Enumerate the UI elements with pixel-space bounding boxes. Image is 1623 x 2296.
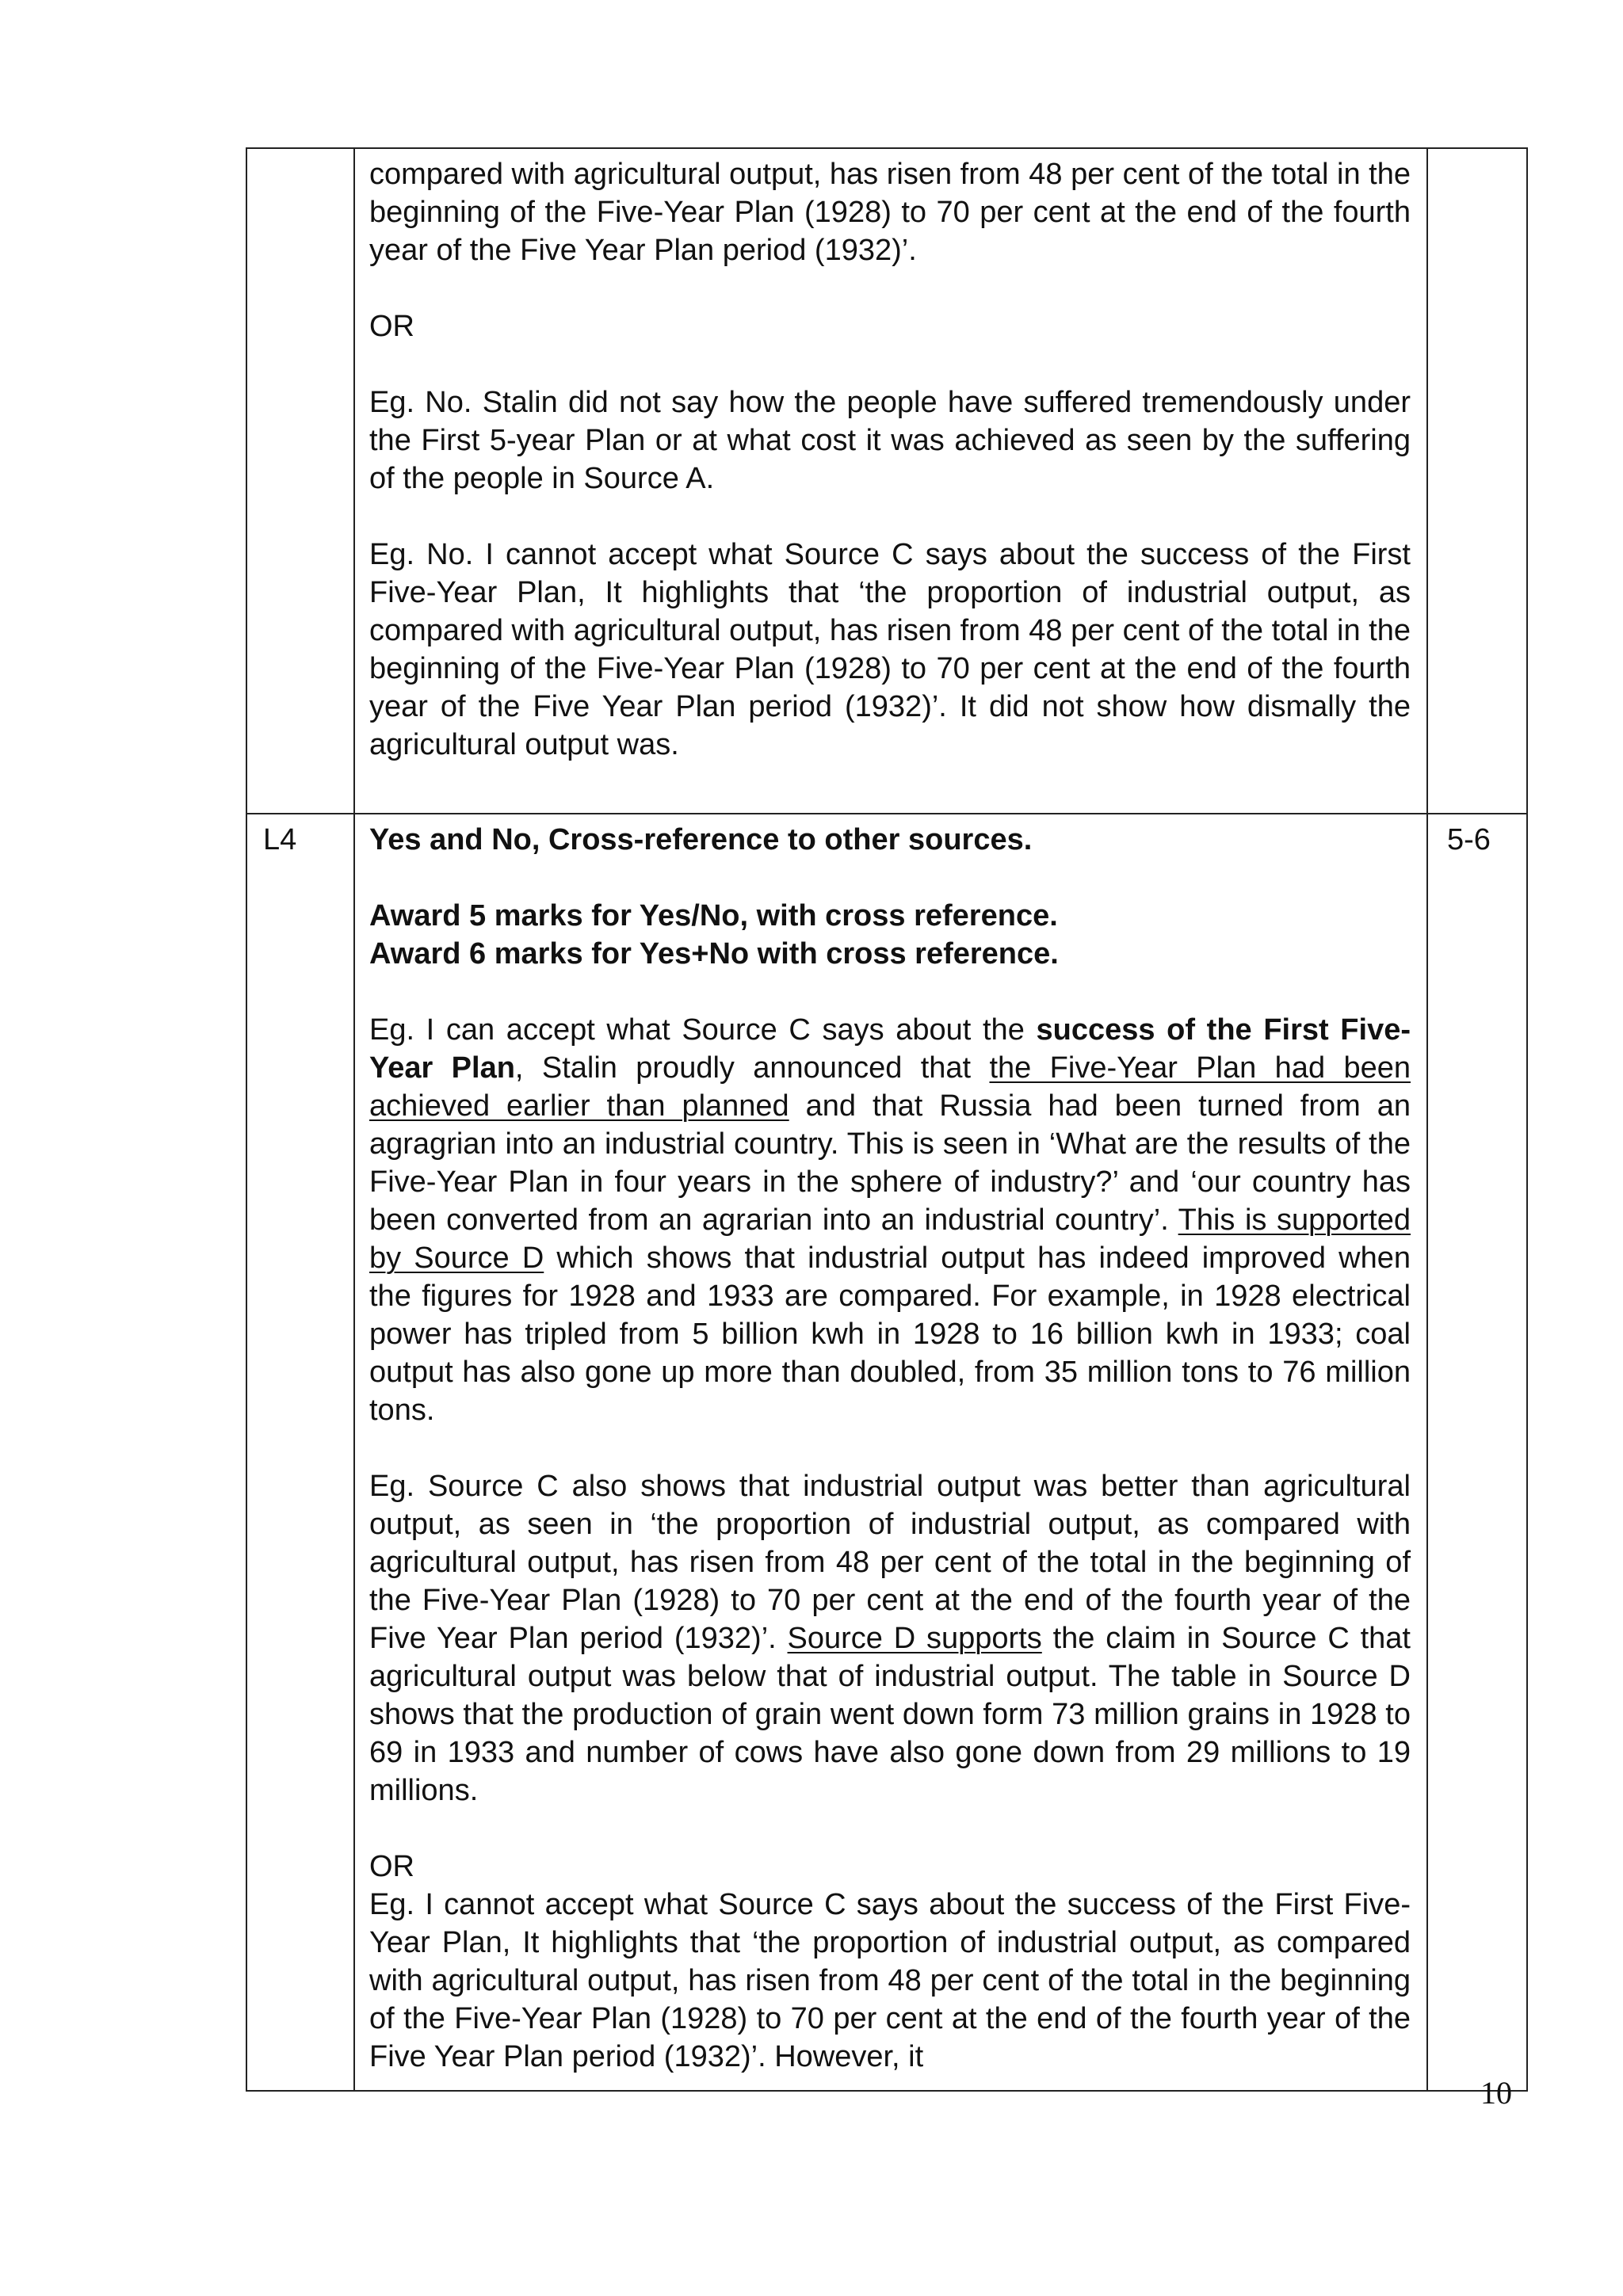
level-cell bbox=[246, 148, 354, 814]
paragraph: Eg. No. I cannot accept what Source C says about the success of the First Five-Year Plan, It highlights that ‘the proportion of industrial output, as compared with agricultural output, has risen from 48 per cent of the total in the beginning of the Five-Year Plan (1928) to 70 per cent at the end of the fourth year of the Five Year Plan period (1932)’. It did not show how dismally the agricultural output was. bbox=[369, 538, 1411, 761]
level-cell: L4 bbox=[246, 814, 354, 2091]
bold-text: success of the First Five-Year Plan bbox=[369, 1013, 1411, 1085]
text-run: and that Russia had been turned from an agragrian into an industrial country. This is seen in ‘What are the results of the Five-Year Plan in four years in the sphere of industry?’ and ‘our country has been converted from an agrarian into an industrial country’. bbox=[369, 1089, 1411, 1237]
text-run: , Stalin proudly announced that bbox=[514, 1051, 990, 1085]
marks-cell bbox=[1427, 148, 1527, 814]
text-run: Eg. Source C also shows that industrial output was better than agricultural output, as seen in ‘the proportion of industrial output, as compared with agricultural output, has risen from 48 per cent of the total in the beginning of the Five-Year Plan (1928) to 70 per cent at the end of the fourth year of the Five Year Plan period (1932)’. bbox=[369, 1470, 1411, 1655]
mark-scheme-table bbox=[246, 147, 1528, 2092]
descriptor-cell bbox=[354, 148, 1427, 814]
marks-cell: 5-6 bbox=[1427, 814, 1527, 2091]
underlined-text: the Five-Year Plan had been achieved earlier than planned bbox=[369, 1051, 1411, 1123]
text-run: which shows that industrial output has indeed improved when the figures for 1928 and 1933 are compared. For example, in 1928 electrical power has tripled from 5 billion kwh in 1928 to 16 billion kwh in 1933; coal output has also gone up more than doubled, from 35 million tons to 76 million tons. bbox=[369, 1241, 1411, 1427]
underlined-text: This is supported by Source D bbox=[369, 1203, 1411, 1275]
level-heading: Yes and No, Cross-reference to other sources. bbox=[369, 823, 1033, 856]
or-label: OR bbox=[369, 310, 414, 343]
table-row bbox=[246, 814, 1527, 2091]
page-number: 10 bbox=[1480, 2075, 1512, 2111]
paragraph: Eg. I cannot accept what Source C says about the success of the First Five-Year Plan, It highlights that ‘the proportion of industrial output, as compared with agricultural output, has risen from 48 per cent of the total in the beginning of the Five-Year Plan (1928) to 70 per cent at the end of the fourth year of the Five Year Plan period (1932)’. However, it bbox=[369, 1888, 1411, 2073]
or-label: OR bbox=[369, 1850, 414, 1883]
paragraph bbox=[369, 1011, 1411, 1429]
paragraph bbox=[369, 1467, 1411, 1810]
paragraph: Eg. No. Stalin did not say how the people have suffered tremendously under the First 5-year Plan or at what cost it was achieved as seen by the suffering of the people in Source A. bbox=[369, 386, 1411, 495]
descriptor-cell bbox=[354, 814, 1427, 2091]
underlined-text: Source D supports bbox=[787, 1622, 1042, 1655]
paragraph: compared with agricultural output, has risen from 48 per cent of the total in the beginning of the Five-Year Plan (1928) to 70 per cent at the end of the fourth year of the Five Year Plan period (1932)’. bbox=[369, 158, 1411, 267]
table-row bbox=[246, 148, 1527, 814]
award-6-note: Award 6 marks for Yes+No with cross reference. bbox=[369, 937, 1059, 971]
text-run: the claim in Source C that agricultural output was below that of industrial output. The table in Source D shows that the production of grain went down form 73 million grains in 1928 to 69 in 1933 and number of cows have also gone down from 29 millions to 19 millions. bbox=[369, 1622, 1411, 1807]
text-run: Eg. I can accept what Source C says about the bbox=[369, 1013, 1037, 1047]
award-5-note: Award 5 marks for Yes/No, with cross reference. bbox=[369, 899, 1058, 933]
